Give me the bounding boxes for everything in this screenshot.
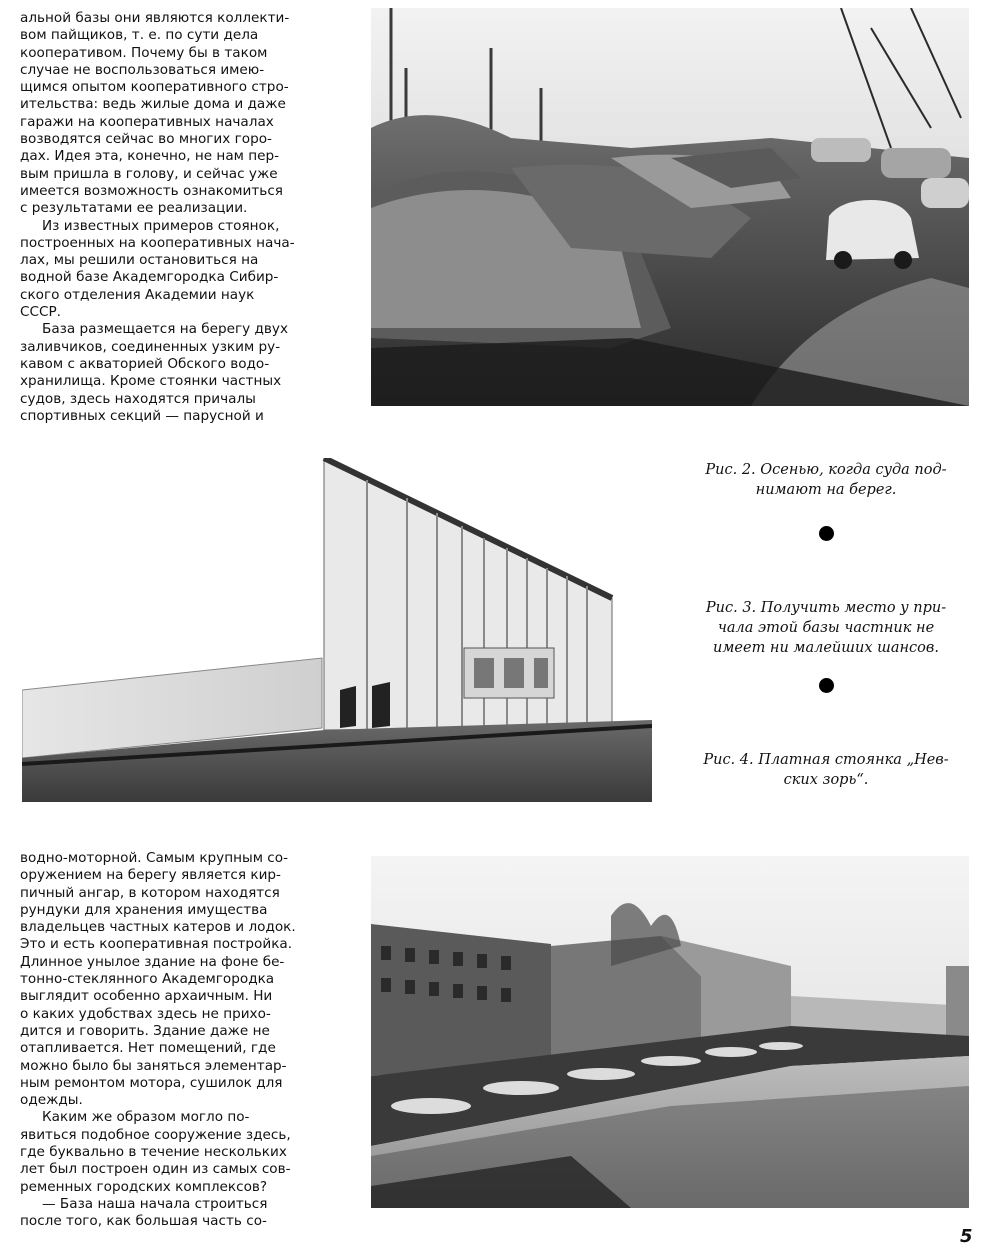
text-line: — База наша начала строиться — [42, 1195, 268, 1212]
text-line: дится и говорить. Здание даже не — [20, 1022, 270, 1039]
text-line: вом пайщиков, т. е. по сути дела — [20, 27, 259, 44]
text-line: можно было бы заняться элементар- — [20, 1057, 287, 1074]
text-line: водно-моторной. Самым крупным со- — [20, 850, 289, 866]
text-line: случае не воспользоваться имею- — [20, 61, 265, 78]
caption-line: нимают на берег. — [755, 482, 897, 498]
text-line: альной базы они являются коллекти- — [20, 10, 290, 26]
text-line: отапливается. Нет помещений, где — [20, 1040, 276, 1057]
text-line: заливчиков, соединенных узким ру- — [20, 338, 281, 355]
figure-hangar-building — [22, 458, 652, 802]
text-line: кооперативом. Почему бы в таком — [20, 44, 268, 61]
text-line: водной базе Академгородка Сибир- — [20, 269, 279, 286]
caption-line: Рис. 3. Получить место у при- — [705, 600, 947, 616]
boats-on-shore-image — [371, 8, 969, 406]
caption-figure-2 — [676, 460, 976, 500]
page-number: 5 — [960, 1226, 973, 1247]
text-line: построенных на кооперативных нача- — [20, 234, 295, 251]
text-line: оружением на берегу является кир- — [20, 867, 281, 884]
text-line: выглядит особенно архаичным. Ни — [20, 988, 273, 1005]
text-line: дах. Идея эта, конечно, не нам пер- — [20, 148, 280, 165]
text-line: имеется возможность ознакомиться — [20, 182, 283, 199]
text-line: судов, здесь находятся причалы — [20, 390, 256, 407]
paragraph — [20, 1109, 324, 1195]
text-line: о каких удобствах здесь не прихо- — [20, 1005, 271, 1022]
paragraph — [20, 321, 318, 425]
text-line: ского отделения Академии наук — [20, 286, 255, 303]
text-line: тонно-стеклянного Академгородка — [20, 971, 275, 988]
caption-figure-3 — [676, 598, 976, 658]
text-line: ным ремонтом мотора, сушилок для — [20, 1074, 283, 1091]
text-line: вым пришла в голову, и сейчас уже — [20, 165, 278, 182]
text-line: возводятся сейчас во многих горо- — [20, 131, 272, 148]
paid-boat-parking-image — [371, 856, 969, 1208]
bullet-dot — [819, 678, 834, 693]
text-line: рундуки для хранения имущества — [20, 901, 268, 918]
article-column-top — [20, 10, 318, 425]
text-line: лет был построен один из самых сов- — [20, 1161, 291, 1178]
text-line: Из известных примеров стоянок, — [42, 217, 280, 234]
text-line: щимся опытом кооперативного стро- — [20, 79, 289, 96]
paragraph — [20, 850, 324, 1109]
text-line: одежды. — [20, 1092, 83, 1109]
text-line: ительства: ведь жилые дома и даже — [20, 96, 286, 113]
text-line: гаражи на кооперативных началах — [20, 113, 274, 130]
text-line: пичный ангар, в котором находятся — [20, 884, 280, 901]
text-line: с результатами ее реализации. — [20, 200, 248, 217]
paragraph — [20, 10, 318, 218]
caption-line: чала этой базы частник не — [717, 620, 935, 636]
caption-line: Рис. 4. Платная стоянка „Нев- — [703, 752, 949, 768]
caption-figure-4 — [676, 750, 976, 790]
text-line: после того, как большая часть со- — [20, 1213, 267, 1230]
caption-line: имеет ни малейших шансов. — [713, 640, 939, 656]
text-line: ременных городских комплексов? — [20, 1178, 268, 1195]
text-line: Это и есть кооперативная постройка. — [20, 936, 293, 953]
caption-line: Рис. 2. Осенью, когда суда под- — [705, 462, 947, 478]
text-line: хранилища. Кроме стоянки частных — [20, 373, 282, 390]
text-line: где буквально в течение нескольких — [20, 1144, 287, 1161]
hangar-building-image — [22, 458, 652, 802]
figure-boats-on-shore — [371, 8, 969, 406]
text-line: СССР. — [20, 304, 61, 321]
text-line: явиться подобное сооружение здесь, — [20, 1126, 291, 1143]
text-line: владельцев частных катеров и лодок. — [20, 919, 296, 936]
text-line: спортивных секций — парусной и — [20, 407, 264, 424]
bullet-dot — [819, 526, 834, 541]
text-line: кавом с акваторией Обского водо- — [20, 355, 270, 372]
caption-line: ских зорь“. — [783, 772, 869, 788]
paragraph — [20, 218, 318, 322]
text-line: База размещается на берегу двух — [42, 321, 289, 338]
article-column-bottom — [20, 850, 324, 1231]
figure-paid-boat-parking — [371, 856, 969, 1208]
text-line: Каким же образом могло по- — [42, 1109, 250, 1126]
paragraph — [20, 1196, 324, 1231]
text-line: лах, мы решили остановиться на — [20, 252, 259, 269]
text-line: Длинное унылое здание на фоне бе- — [20, 953, 285, 970]
